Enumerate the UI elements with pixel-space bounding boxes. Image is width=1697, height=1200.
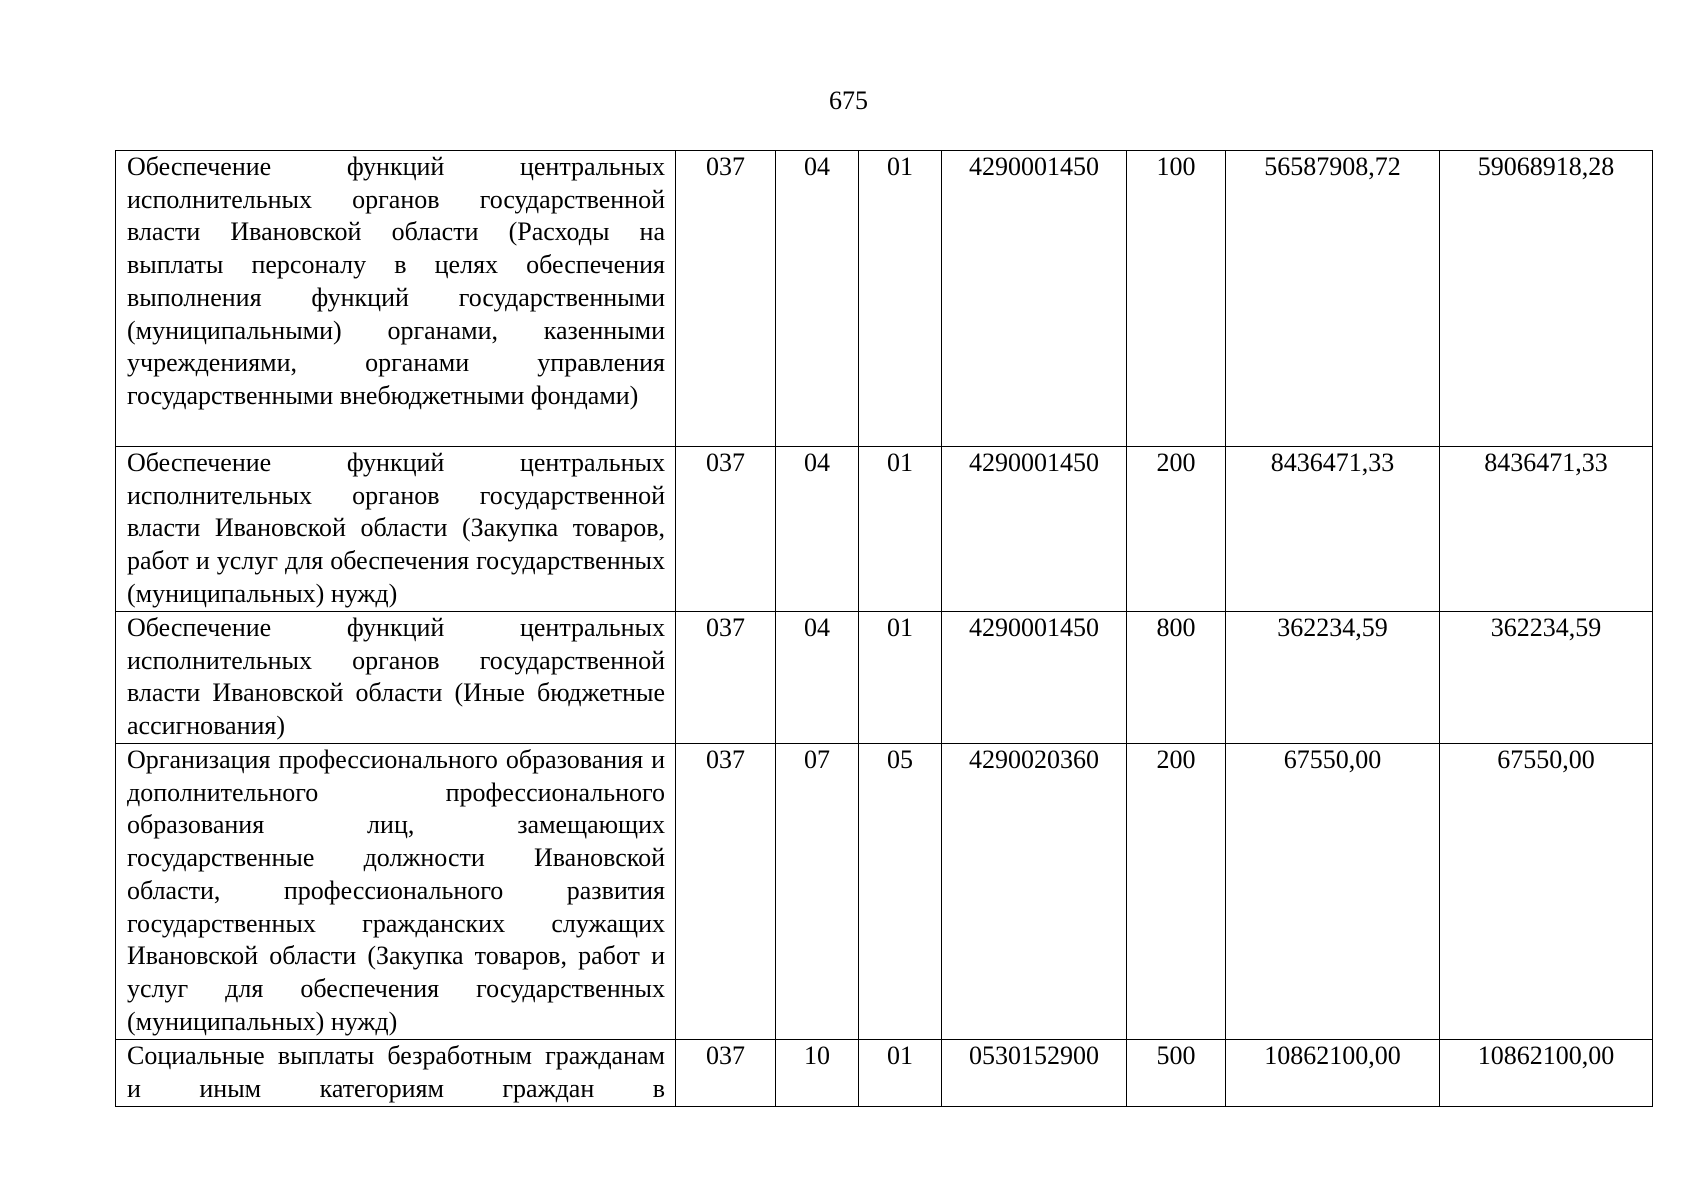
subsection-cell: 01 — [859, 447, 942, 612]
table-row — [116, 744, 1653, 1040]
admin-code-cell: 037 — [676, 151, 776, 447]
table-row — [116, 447, 1653, 612]
subsection-cell: 01 — [859, 1040, 942, 1107]
target-article-cell: 0530152900 — [942, 1040, 1127, 1107]
expense-type-cell: 800 — [1127, 612, 1226, 744]
amount-2-cell: 67550,00 — [1440, 744, 1653, 1040]
amount-2-cell: 8436471,33 — [1440, 447, 1653, 612]
target-article-cell: 4290001450 — [942, 447, 1127, 612]
expense-type-cell: 200 — [1127, 744, 1226, 1040]
table-row — [116, 612, 1653, 744]
budget-table — [115, 150, 1653, 1107]
amount-1-cell: 8436471,33 — [1226, 447, 1440, 612]
admin-code-cell: 037 — [676, 1040, 776, 1107]
subsection-cell: 01 — [859, 151, 942, 447]
table-row — [116, 1040, 1653, 1107]
target-article-cell: 4290001450 — [942, 612, 1127, 744]
target-article-cell: 4290020360 — [942, 744, 1127, 1040]
expense-type-cell: 200 — [1127, 447, 1226, 612]
amount-1-cell: 56587908,72 — [1226, 151, 1440, 447]
amount-1-cell: 10862100,00 — [1226, 1040, 1440, 1107]
expense-type-cell: 100 — [1127, 151, 1226, 447]
row-description: Социальные выплаты безработным гражданам и иным категориям граждан в — [116, 1040, 676, 1107]
amount-1-cell: 362234,59 — [1226, 612, 1440, 744]
section-cell: 07 — [776, 744, 859, 1040]
row-description: Организация профессионального образования и дополнительного профессионального образования лиц, замещающих государственные должности Ивановской области, профессионального развития государственных гражданских служащих Ивановской области (Закупка товаров, работ и услуг для обеспечения государственных (муниципальных) нужд) — [116, 744, 676, 1040]
section-cell: 04 — [776, 151, 859, 447]
amount-2-cell: 59068918,28 — [1440, 151, 1653, 447]
row-description: Обеспечение функций центральных исполнительных органов государственной власти Ивановской области (Иные бюджетные ассигнования) — [116, 612, 676, 744]
admin-code-cell: 037 — [676, 744, 776, 1040]
amount-2-cell: 362234,59 — [1440, 612, 1653, 744]
section-cell: 04 — [776, 447, 859, 612]
table-row — [116, 151, 1653, 447]
admin-code-cell: 037 — [676, 612, 776, 744]
section-cell: 10 — [776, 1040, 859, 1107]
admin-code-cell: 037 — [676, 447, 776, 612]
page-number: 675 — [829, 86, 868, 115]
expense-type-cell: 500 — [1127, 1040, 1226, 1107]
subsection-cell: 05 — [859, 744, 942, 1040]
target-article-cell: 4290001450 — [942, 151, 1127, 447]
amount-1-cell: 67550,00 — [1226, 744, 1440, 1040]
amount-2-cell: 10862100,00 — [1440, 1040, 1653, 1107]
row-description: Обеспечение функций центральных исполнительных органов государственной власти Ивановской области (Закупка товаров, работ и услуг для обеспечения государственных (муниципальных) нужд) — [116, 447, 676, 612]
row-description: Обеспечение функций центральных исполнительных органов государственной власти Ивановской области (Расходы на выплаты персоналу в целях обеспечения выполнения функций государственными (муниципальными) органами, казенными учреждениями, органами управления государственными внебюджетными фондами) — [116, 151, 676, 447]
section-cell: 04 — [776, 612, 859, 744]
subsection-cell: 01 — [859, 612, 942, 744]
